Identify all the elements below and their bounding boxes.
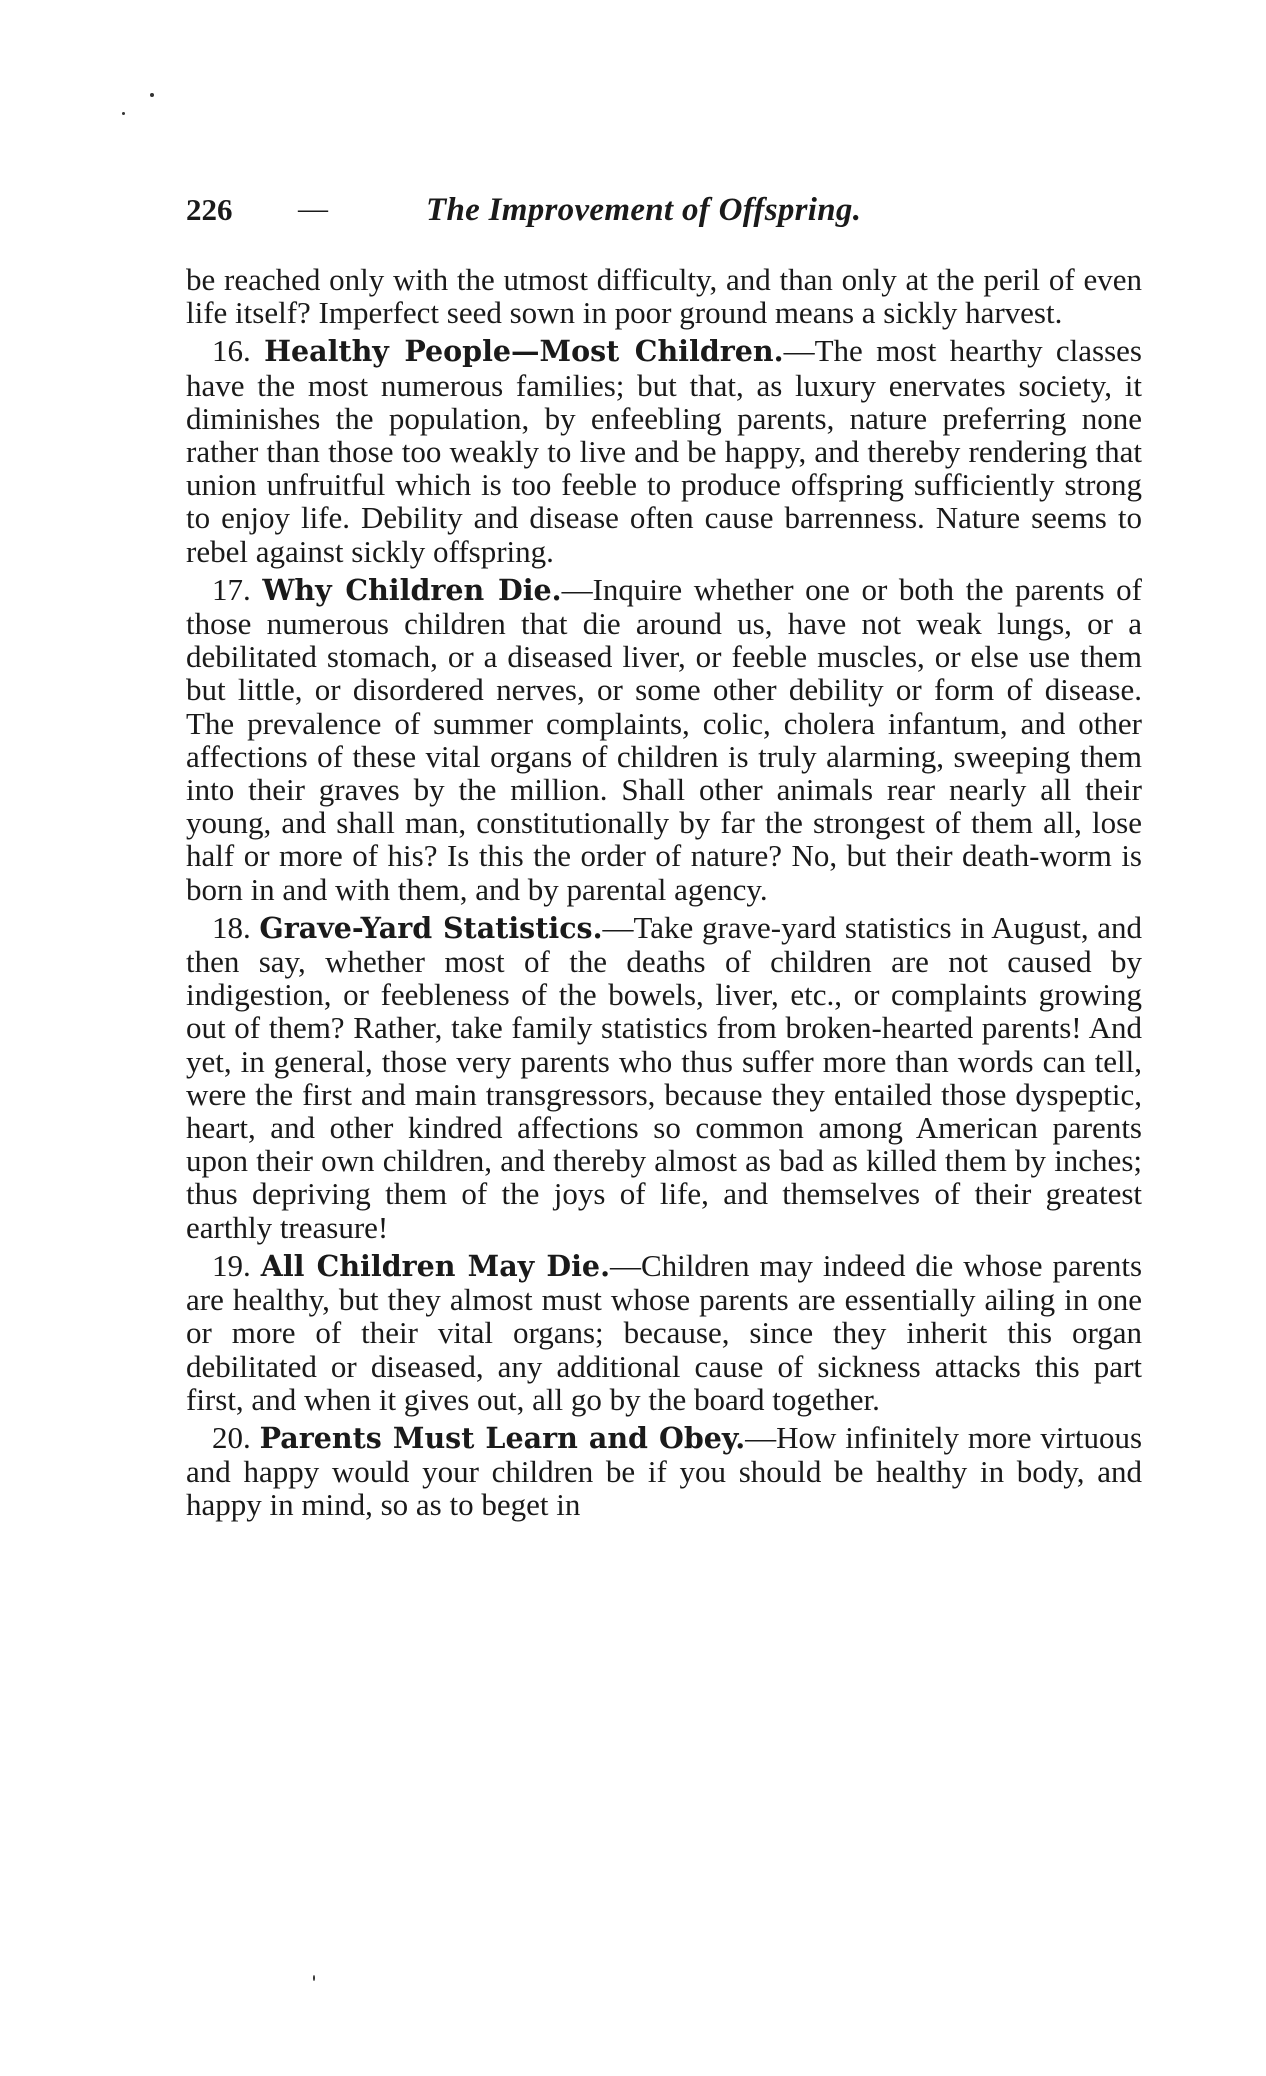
section-text: —How infinitely more virtuous and happy would your children be if you should be healthy in body, and happy in mind, so as to beget in: [186, 1419, 1143, 1523]
section-number: 17.: [212, 571, 251, 607]
section-text: —Inquire whether one or both the parents of those numerous children that die around us, have not weak lungs, or a debilitated stomach, or a diseased liver, or feeble muscles, or else use them but little, or disordered nerves, or some other debility or form of disease. The prevalence of summer complaints, colic, cholera infantum, and other affections of these vital organs of children is truly alarming, sweeping them into their graves by the million. Shall other animals rear nearly all their young, and shall man, constitutionally by far the strongest of them all, lose half or more of his? Is this the order of nature? No, but their death-worm is born in and with them, and by parental agency.: [186, 571, 1142, 907]
section-heading: Why Children Die.: [262, 572, 562, 607]
ink-speck: [150, 93, 154, 97]
continuation-paragraph: be reached only with the utmost difficulty, and than only at the peril of even life itself? Imperfect seed sown in poor ground means a sickly harvest.: [186, 262, 1142, 331]
section-17: [186, 573, 1142, 906]
running-title: The Improvement of Offspring.: [426, 192, 862, 228]
page-number: 226: [186, 192, 233, 227]
section-20: [186, 1421, 1142, 1522]
section-text: —Children may indeed die whose parents are healthy, but they almost must whose parents are essentially ailing in one or more of their vital organs; because, since they inherit this organ debilitated or diseased, any additional cause of sickness attacks this part first, and when it gives out, all go by the board together.: [186, 1247, 1143, 1417]
section-19: [186, 1249, 1142, 1416]
section-heading: Grave-Yard Statistics.: [259, 910, 603, 945]
section-text: —The most hearthy classes have the most numerous families; but that, as luxury enervates society, it diminishes the population, by enfeebling parents, nature preferring none rather than those too weakly to live and be happy, and thereby rendering that union unfruitful which is too feeble to produce offspring sufficiently strong to enjoy life. Debility and disease often cause barrenness. Nature seems to rebel against sickly offspring.: [186, 333, 1142, 569]
running-header: [186, 192, 1146, 236]
body-text: [186, 263, 1142, 1522]
section-number: 16.: [212, 333, 251, 369]
header-dash: —: [298, 192, 328, 225]
ink-speck: [122, 112, 125, 115]
section-number: 19.: [212, 1247, 251, 1283]
section-number: 18.: [212, 909, 251, 945]
section-number: 20.: [212, 1419, 251, 1455]
section-text: —Take grave-yard statistics in August, and then say, whether most of the deaths of children are not caused by indigestion, or feebleness of the bowels, liver, etc., or complaints growing out of them? Rather, take family statistics from broken-hearted parents! And yet, in general, those very parents who thus suffer more than words can tell, were the first and main transgressors, because they entailed those dyspeptic, heart, and other kindred affections so common among American parents upon their own children, and thereby almost as bad as killed them by inches; thus depriving them of the joys of life, and themselves of their greatest earthly treasure!: [186, 909, 1142, 1245]
section-18: [186, 911, 1142, 1244]
section-16: [186, 334, 1142, 567]
section-heading: Parents Must Learn and Obey.: [259, 1420, 746, 1455]
section-heading: Healthy People—Most Children.: [264, 334, 784, 369]
ink-speck: [313, 1975, 315, 1981]
section-heading: All Children May Die.: [260, 1248, 610, 1283]
